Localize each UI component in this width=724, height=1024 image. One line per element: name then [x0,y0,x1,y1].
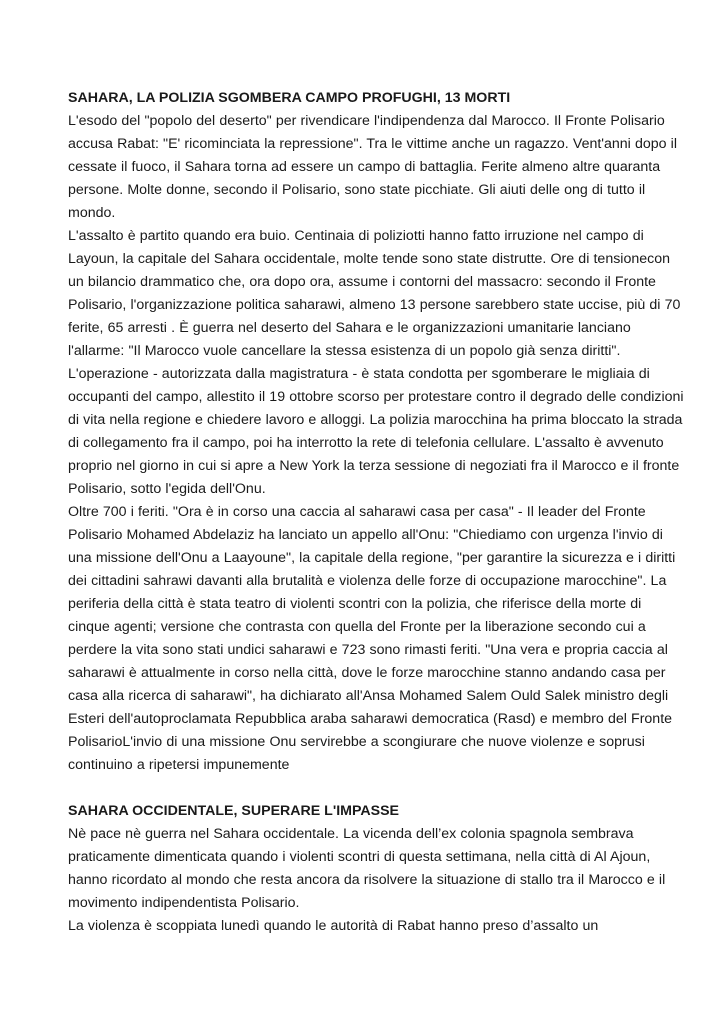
article-sahara-impasse [68,800,684,938]
article-paragraph: L'esodo del "popolo del deserto" per rivendicare l'indipendenza dal Marocco. Il Fronte Polisario accusa Rabat: "E' ricominciata la repressione". Tra le vittime anche un ragazzo. Vent'anni dopo il cessate il fuoco, il Sahara torna ad essere un campo di battaglia. Ferite almeno altre quaranta persone. Molte donne, secondo il Polisario, sono state picchiate. Gli aiuti delle ong di tutto il mondo. [68,113,677,221]
article-paragraph: La violenza è scoppiata lunedì quando le autorità di Rabat hanno preso d’assalto un [68,918,599,934]
article-paragraph: L'assalto è partito quando era buio. Centinaia di poliziotti hanno fatto irruzione nel campo di Layoun, la capitale del Sahara occidentale, molte tende sono state distrutte. Ore di tensionecon un bilancio drammatico che, ora dopo ora, assume i contorni del massacro: secondo il Fronte Polisario, l'organizzazione politica saharawi, almeno 13 persone sarebbero state uccise, più di 70 ferite, 65 arresti . È guerra nel deserto del Sahara e le organizzazioni umanitarie lanciano l'allarme: "Il Marocco vuole cancellare la stessa esistenza di un popolo già senza diritti". L'operazione - autorizzata dalla magistratura - è stata condotta per sgomberare le migliaia di occupanti del campo, allestito il 19 ottobre scorso per protestare contro il degrado delle condizioni di vita nella regione e chiedere lavoro e alloggi. La polizia marocchina ha prima bloccato la strada di collegamento fra il campo, poi ha interrotto la rete di telefonia cellulare. L'assalto è avvenuto proprio nel giorno in cui si apre a New York la terza sessione di negoziati fra il Marocco e il fronte Polisario, sotto l'egida dell'Onu. [68,228,684,497]
article-paragraph: Nè pace nè guerra nel Sahara occidentale. La vicenda dell’ex colonia spagnola sembrava praticamente dimenticata quando i violenti scontri di questa settimana, nella città di Al Ajoun, hanno ricordato al mondo che resta ancora da risolvere la situazione di stallo tra il Marocco e il movimento indipendentista Polisario. [68,826,666,911]
article-paragraph: Oltre 700 i feriti. "Ora è in corso una caccia al saharawi casa per casa" - Il leader del Fronte Polisario Mohamed Abdelaziz ha lanciato un appello all'Onu: "Chiediamo con urgenza l'invio di una missione dell'Onu a Laayoune", la capitale della regione, "per garantire la sicurezza e i diritti dei cittadini sahrawi davanti alla brutalità e violenza delle forze di occupazione marocchine". La periferia della città è stata teatro di violenti scontri con la polizia, che riferisce della morte di cinque agenti; versione che contrasta con quella del Fronte per la liberazione secondo cui a perdere la vita sono stati undici saharawi e 723 sono rimasti feriti. "Una vera e propria caccia al saharawi è attualmente in corso nella città, dove le forze marocchine stanno andando casa per casa alla ricerca di saharawi", ha dichiarato all'Ansa Mohamed Salem Ould Salek ministro degli Esteri dell'autoproclamata Repubblica araba saharawi democratica (Rasd) e membro del Fronte PolisarioL'invio di una missione Onu servirebbe a scongiurare che nuove violenze e soprusi continuino a ripetersi impunemente [68,504,676,773]
article-headline: SAHARA OCCIDENTALE, SUPERARE L'IMPASSE [68,803,400,819]
article-headline: SAHARA, LA POLIZIA SGOMBERA CAMPO PROFUGHI, 13 MORTI [68,90,511,106]
article-sahara-sgombero [68,87,684,777]
